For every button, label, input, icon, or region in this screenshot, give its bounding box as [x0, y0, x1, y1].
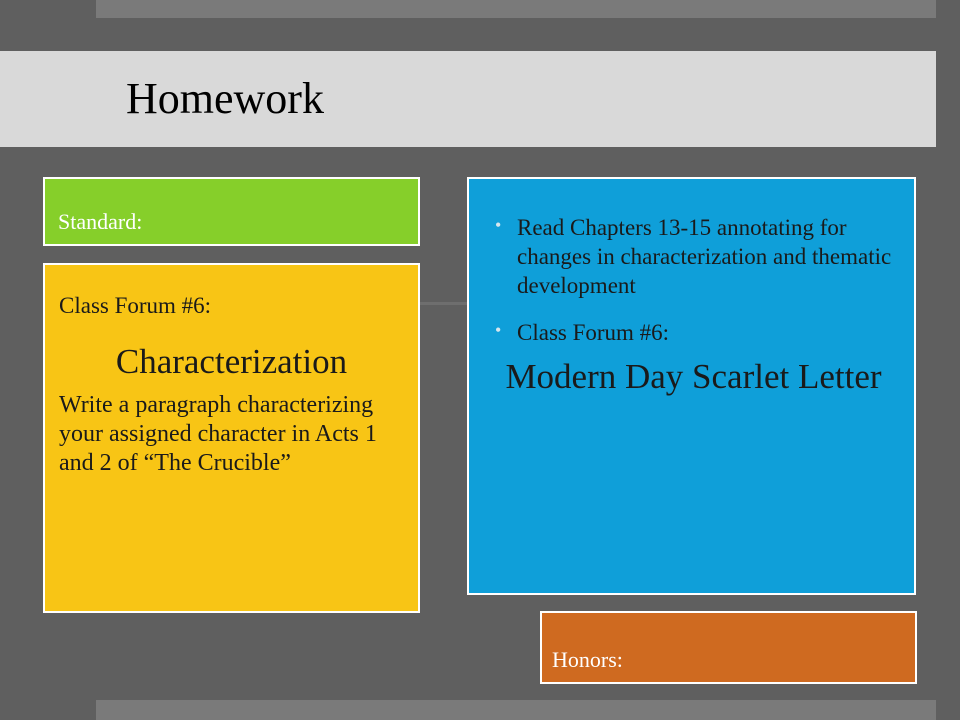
bullet-icon: • [495, 320, 502, 340]
title-band [0, 51, 936, 147]
honors-label: Honors: [552, 647, 623, 672]
connector-line [420, 302, 468, 305]
list-item [489, 213, 898, 300]
standard-label: Standard: [58, 209, 143, 234]
assignment-list [489, 213, 898, 347]
bullet-icon: • [495, 215, 502, 235]
list-item [489, 318, 898, 347]
slide-title: Homework [126, 74, 324, 123]
honors-box [540, 611, 917, 684]
top-decorative-strip [96, 0, 936, 18]
list-item-text: Class Forum #6: [517, 320, 670, 345]
forum-label: Class Forum #6: [59, 293, 212, 318]
forum-topic: Modern Day Scarlet Letter [505, 357, 882, 396]
standard-box [43, 177, 420, 246]
reading-assignment-box [467, 177, 916, 595]
forum-instructions: Write a paragraph characterizing your assigned character in Acts 1 and 2 of “The Crucible” [59, 392, 377, 476]
list-item-text: Read Chapters 13-15 annotating for changes in characterization and thematic development [517, 215, 892, 298]
bottom-decorative-strip [96, 700, 936, 720]
class-forum-box [43, 263, 420, 613]
forum-heading: Characterization [115, 342, 348, 381]
